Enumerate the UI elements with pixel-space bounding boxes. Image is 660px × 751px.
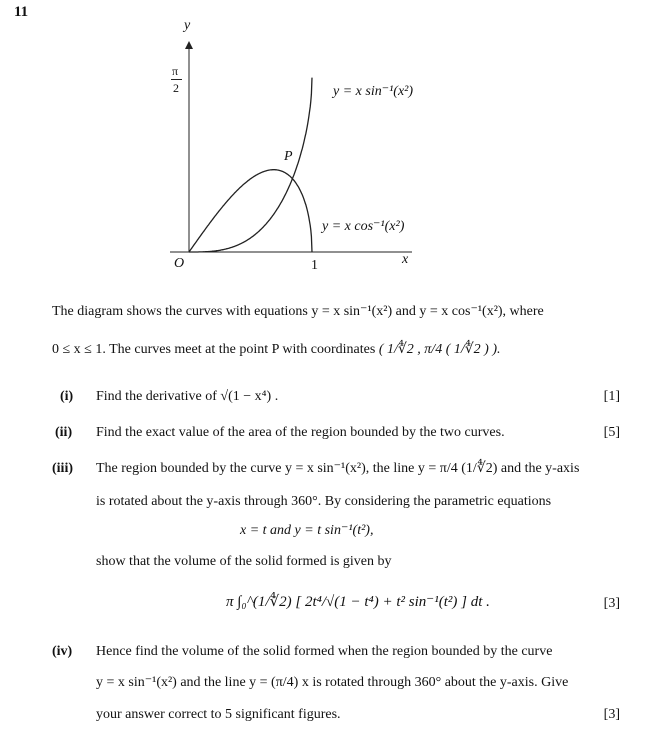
part-iv-line-1: Hence find the volume of the solid formed when the region bounded by the curve [96,644,553,659]
part-i-label: (i) [60,389,74,404]
part-iv-line-3: your answer correct to 5 significant figures. [96,707,341,722]
part-ii-text: Find the exact value of the area of the region bounded by the two curves. [96,425,505,440]
part-ii-marks: [5] [603,425,620,440]
pi-tick-label: π [172,64,179,78]
part-ii-label: (ii) [55,425,73,440]
intro-line-1: The diagram shows the curves with equations y = x sin⁻¹(x²) and y = x cos⁻¹(x²), where [52,304,544,319]
part-iii-line-2: is rotated about the y-axis through 360°. By considering the parametric equations [96,494,552,509]
intro-line-2-text: 0 ≤ x ≤ 1. The curves meet at the point P with coordinates [52,342,376,357]
parametric-equations: x = t and y = t sin⁻¹(t²), [240,523,374,538]
part-iii-marks: [3] [603,596,620,611]
pi-tick-fraction-bar [171,79,182,80]
part-iv-marks: [3] [603,707,620,722]
origin-label: O [174,256,185,271]
curve-a-label: y = x sin⁻¹(x²) [333,84,414,99]
two-tick-label: 2 [173,81,179,95]
y-axis-label: y [184,18,191,33]
part-iii-line-1: The region bounded by the curve y = x sin⁻¹(x²), the line y = π/4 (1/∜2) and the y-axis [96,461,580,476]
curve-x-arccos [189,170,312,252]
part-i-marks: [1] [603,389,620,404]
curves-diagram [0,0,660,290]
p-coordinates: ( 1/∜2 , π/4 ( 1/∜2 ) ). [378,342,501,357]
volume-integral: π ∫₀^(1/∜2) [ 2t⁴/√(1 − t⁴) + t² sin⁻¹(t²) ] dt . [226,594,490,610]
intro-line-2 [52,341,501,359]
point-p-label: P [284,149,293,164]
y-axis-arrow-icon [185,41,193,49]
part-iii-label: (iii) [52,461,73,476]
part-iv-line-2: y = x sin⁻¹(x²) and the line y = (π/4) x is rotated through 360° about the y-axis. Give [96,675,569,690]
part-iv-label: (iv) [52,644,73,659]
question-number: 11 [14,4,29,20]
curve-b-label: y = x cos⁻¹(x²) [322,219,405,234]
x-axis-label: x [402,252,409,267]
part-iii-line-3: show that the volume of the solid formed is given by [96,554,392,569]
part-i-text: Find the derivative of √(1 − x⁴) . [96,389,279,404]
x-tick-one-label: 1 [311,258,318,273]
